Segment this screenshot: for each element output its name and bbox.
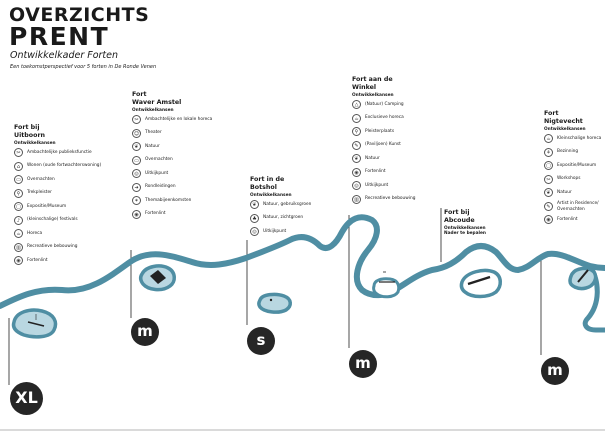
list-item: [352, 154, 394, 165]
fort-subtitle: Ontwikkelkansen: [132, 107, 174, 113]
fort-island-nigtevecht: [570, 268, 596, 288]
list-item: [544, 175, 586, 186]
description: Een toekomstperspectief voor 5 forten in De Ronde Venen: [10, 64, 157, 70]
list-item: [132, 183, 181, 194]
river: [0, 217, 605, 306]
item-label: Exclusieve horeca: [365, 115, 404, 121]
frame-icon: ▢: [14, 202, 23, 211]
item-label: Uitkijkpunt: [365, 182, 389, 188]
item-label: Kleinschalige horeca: [557, 135, 602, 141]
list-item: [14, 256, 56, 267]
cup-icon: ☕: [544, 134, 553, 143]
pin-icon: ◉: [132, 210, 141, 219]
tools-icon: ✂: [544, 175, 553, 184]
item-label: Natuur: [557, 189, 572, 195]
cup-icon: ☕: [352, 114, 361, 123]
building-icon: ▥: [14, 243, 23, 252]
list-item: [14, 148, 92, 159]
list-item: [250, 214, 304, 225]
eye-icon: ◎: [250, 227, 259, 236]
list-item: [14, 175, 56, 186]
item-label: Natuur, zichtgroen: [263, 215, 304, 221]
tools-icon: ✂: [132, 115, 141, 124]
tent-icon: △: [352, 100, 361, 109]
list-item: [352, 181, 394, 192]
cup-icon: ☕: [14, 229, 23, 238]
list-item: [544, 161, 597, 172]
fort-name: Fort Nigtevecht: [544, 110, 583, 125]
item-label: Themabijeenkomsten: [145, 197, 192, 203]
size-badge-botshol: s: [247, 327, 275, 355]
item-label: (Paviljoen) Kunst: [365, 142, 401, 148]
list-item: [544, 188, 586, 199]
star-icon: ✶: [132, 196, 141, 205]
item-label: Expositie/Museum: [557, 162, 597, 168]
leaf-icon: ❦: [544, 188, 553, 197]
list-item: [14, 216, 78, 227]
fort-subtitle: Ontwikkelkansen: [250, 192, 292, 198]
house-icon: ⌂: [14, 162, 23, 171]
list-item: [352, 114, 404, 125]
list-item: [14, 229, 56, 240]
list-item: [14, 243, 78, 254]
item-label: Artist in Residence/ Overnachten: [557, 201, 599, 212]
pin-icon: ◉: [14, 256, 23, 265]
item-label: Overnachten: [145, 157, 173, 163]
size-badge-uitboorn: XL: [10, 382, 43, 415]
fort-island-aan-de-winkel: [374, 272, 399, 297]
music-icon: ♪: [14, 216, 23, 225]
list-item: [250, 200, 312, 211]
list-item: [544, 201, 599, 213]
item-label: Rondleidingen: [145, 184, 176, 190]
fort-island-uitboorn: [13, 310, 55, 337]
item-label: Overnachten: [27, 176, 55, 182]
fort-subtitle: Ontwikkelkansen: [352, 92, 394, 98]
mask-icon: ☺: [133, 130, 140, 137]
item-label: Fortenlint: [365, 169, 386, 175]
fort-botshol: [250, 176, 312, 238]
leaf-icon: ❦: [250, 200, 259, 209]
item-label: Natuur: [365, 155, 380, 161]
fort-name: Fort Waver Amstel: [132, 91, 182, 106]
palette-icon: ✎: [352, 141, 361, 150]
bed-icon: ▭: [14, 175, 23, 184]
palette-icon: ✎: [544, 202, 553, 211]
walker-icon: ⚲: [352, 127, 361, 136]
list-item: [352, 127, 394, 138]
item-label: (kleinschalige) festivals: [27, 217, 78, 223]
frame-icon: ▢: [544, 161, 553, 170]
fort-island-botshol: [259, 294, 290, 312]
item-label: Ambachtelijke publieksfunctie: [27, 149, 92, 155]
list-item: [14, 202, 67, 213]
bike-icon: ⚘: [544, 148, 553, 157]
fort-name: Fort aan de Winkel: [352, 76, 393, 91]
list-item: [132, 156, 181, 167]
item-label: (Natuur) Camping: [365, 101, 404, 107]
size-badge-waver-amstel: m: [131, 318, 159, 346]
list-item: [132, 142, 181, 153]
fort-island-abcoude: [461, 270, 500, 296]
title-line-2: PRENT: [9, 22, 110, 51]
item-label: Workshops: [557, 176, 581, 182]
list-item: [132, 169, 181, 180]
arrow-icon: ➜: [132, 183, 141, 192]
list-item: [132, 210, 181, 221]
size-badge-nigtevecht: m: [541, 357, 569, 385]
item-label: Wonen (oude fortwachterswoning): [27, 163, 102, 169]
list-item: [132, 115, 213, 126]
eye-icon: ◎: [352, 181, 361, 190]
item-label: Recreatieve bebouwing: [27, 244, 78, 250]
item-label: Recreatieve bebouwing: [365, 196, 416, 202]
leaf-icon: ❦: [132, 142, 141, 151]
eye-icon: ◎: [132, 169, 141, 178]
item-label: Pleisterplaats: [365, 128, 395, 134]
item-label: Uitkijkpunt: [263, 228, 287, 234]
subtitle: Ontwikkelkader Forten: [10, 50, 119, 61]
item-label: Ambachtelijke en lokale horeca: [145, 116, 213, 122]
list-item: [14, 162, 102, 173]
pin-icon: ◉: [544, 215, 553, 224]
item-label: Uitkijkpunt: [145, 170, 169, 176]
fort-nigtevecht: [544, 110, 602, 226]
item-label: Natuur: [145, 143, 160, 149]
fort-subtitle: Ontwikkelkansen Nader te bepalen: [444, 225, 486, 236]
list-item: [544, 215, 586, 226]
fort-name: Fort bij Uitboorn: [14, 124, 46, 139]
list-item: [250, 227, 292, 238]
fort-name: Fort bij Abcoude: [444, 209, 475, 224]
list-item: [352, 168, 394, 179]
fort-name: Fort in de Botshol: [250, 176, 285, 191]
title-line-1: OVERZICHTS: [9, 4, 150, 26]
fort-abcoude: [444, 209, 486, 236]
fort-waver-amstel: [132, 91, 213, 221]
item-label: Expositie/Museum: [27, 203, 67, 209]
list-item: [132, 196, 192, 207]
item-label: Fortenlint: [27, 257, 48, 263]
fort-aan-de-winkel: [352, 76, 416, 206]
tools-icon: ✂: [14, 148, 23, 157]
item-label: Fortenlint: [145, 211, 166, 217]
fort-subtitle: Ontwikkelkansen: [544, 126, 586, 132]
list-item: [352, 195, 416, 206]
pin-icon: ◉: [352, 168, 361, 177]
item-label: Bezinning: [557, 149, 579, 155]
fort-island-waver-amstel: [141, 266, 175, 290]
fort-subtitle: Ontwikkelkansen: [14, 140, 56, 146]
walker-icon: ⚲: [14, 189, 23, 198]
item-label: Horeca: [27, 230, 43, 236]
list-item: [352, 141, 401, 152]
tree-icon: ♣: [250, 214, 259, 223]
list-item: [544, 148, 586, 159]
bed-icon: ▭: [132, 156, 141, 165]
item-label: Theater: [145, 130, 162, 136]
list-item: [544, 134, 602, 145]
leaf-icon: ❦: [352, 154, 361, 163]
item-label: Fortenlint: [557, 216, 578, 222]
list-item: [14, 189, 56, 200]
item-label: Trekpleister: [27, 190, 52, 196]
list-item: [132, 129, 181, 140]
item-label: Natuur, gebruiksgroen: [263, 201, 312, 207]
size-badge-aan-de-winkel: m: [349, 350, 377, 378]
list-item: [352, 100, 404, 111]
fort-uitboorn: [14, 124, 102, 267]
building-icon: ▥: [352, 195, 361, 204]
